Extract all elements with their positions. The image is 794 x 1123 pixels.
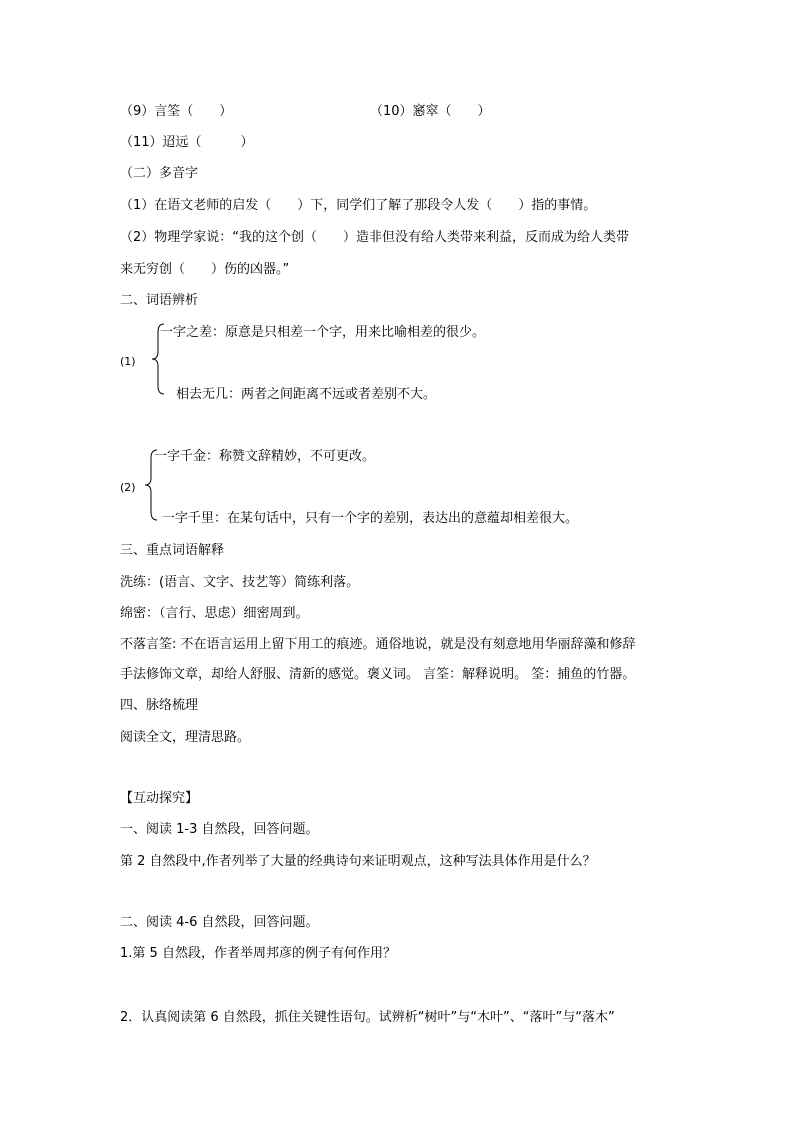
explore-part-2-question-2: 2．认真阅读第 6 自然段，抓住关键性语句。试辨析“树叶”与“木叶”、“落叶”与“落木” bbox=[120, 1010, 615, 1025]
explore-part-1-question: 第 2 自然段中,作者列举了大量的经典诗句来证明观点，这种写法具体作用是什么？ bbox=[120, 854, 596, 869]
polyphone-item-1: （1）在语文老师的启发（ ）下，同学们了解了那段令人发（ ）指的事情。 bbox=[120, 198, 597, 213]
explore-part-2-heading: 二、阅读 4-6 自然段，回答问题。 bbox=[120, 915, 319, 930]
analysis-group-2-top: 一字千金：称赞文辞精妙，不可更改。 bbox=[154, 449, 376, 464]
polyphones-heading: （二）多音字 bbox=[120, 166, 199, 181]
polyphone-item-2-line-2: 来无穷创（ ）伤的凶器。” bbox=[120, 262, 290, 277]
explore-part-1-heading: 一、阅读 1-3 自然段，回答问题。 bbox=[120, 822, 319, 837]
polyphone-item-2-line-1: （2）物理学家说：“我的这个创（ ）造非但没有给人类带来利益，反而成为给人类带 bbox=[120, 230, 630, 245]
analysis-group-1-top: 一字之差：原意是只相差一个字，用来比喻相差的很少。 bbox=[160, 325, 486, 340]
analysis-group-2-bottom: 一字千里：在某句话中，只有一个字的差别，表达出的意蕴却相差很大。 bbox=[162, 511, 579, 526]
key-term-buluoyanquan-line-1: 不落言筌: 不在语言运用上留下用工的痕迹。通俗地说，就是没有刻意地用华丽辞藻和修辞 bbox=[120, 637, 636, 652]
analysis-group-2-label: (2) bbox=[120, 481, 136, 494]
analysis-group-1-bottom: 相去无几：两者之间距离不远或者差别不大。 bbox=[176, 387, 437, 402]
outline-text: 阅读全文，理清思路。 bbox=[120, 730, 251, 745]
word-item-11: （11）迢远（ ） bbox=[120, 135, 254, 150]
key-term-xilian: 洗练：(语言、文字、技艺等）简练利落。 bbox=[120, 575, 360, 590]
key-term-buluoyanquan-line-2: 手法修饰文章，却给人舒服、清新的感觉。褒义词。 言筌：解释说明。 筌：捕鱼的竹器。 bbox=[120, 667, 636, 682]
explore-heading: 【互动探究】 bbox=[120, 791, 199, 806]
outline-heading: 四、脉络梳理 bbox=[120, 698, 199, 713]
key-term-mianmi: 绵密：（言行、思虑）细密周到。 bbox=[120, 606, 309, 621]
key-terms-heading: 三、重点词语解释 bbox=[120, 543, 225, 558]
word-item-10: （10）窸窣（ ） bbox=[370, 104, 491, 119]
analysis-heading: 二、词语辨析 bbox=[120, 293, 199, 308]
analysis-group-1-label: (1) bbox=[120, 355, 136, 368]
word-item-9: （9）言筌（ ） bbox=[120, 104, 233, 119]
explore-part-2-question-1: 1.第 5 自然段，作者举周邦彦的例子有何作用？ bbox=[120, 946, 396, 961]
